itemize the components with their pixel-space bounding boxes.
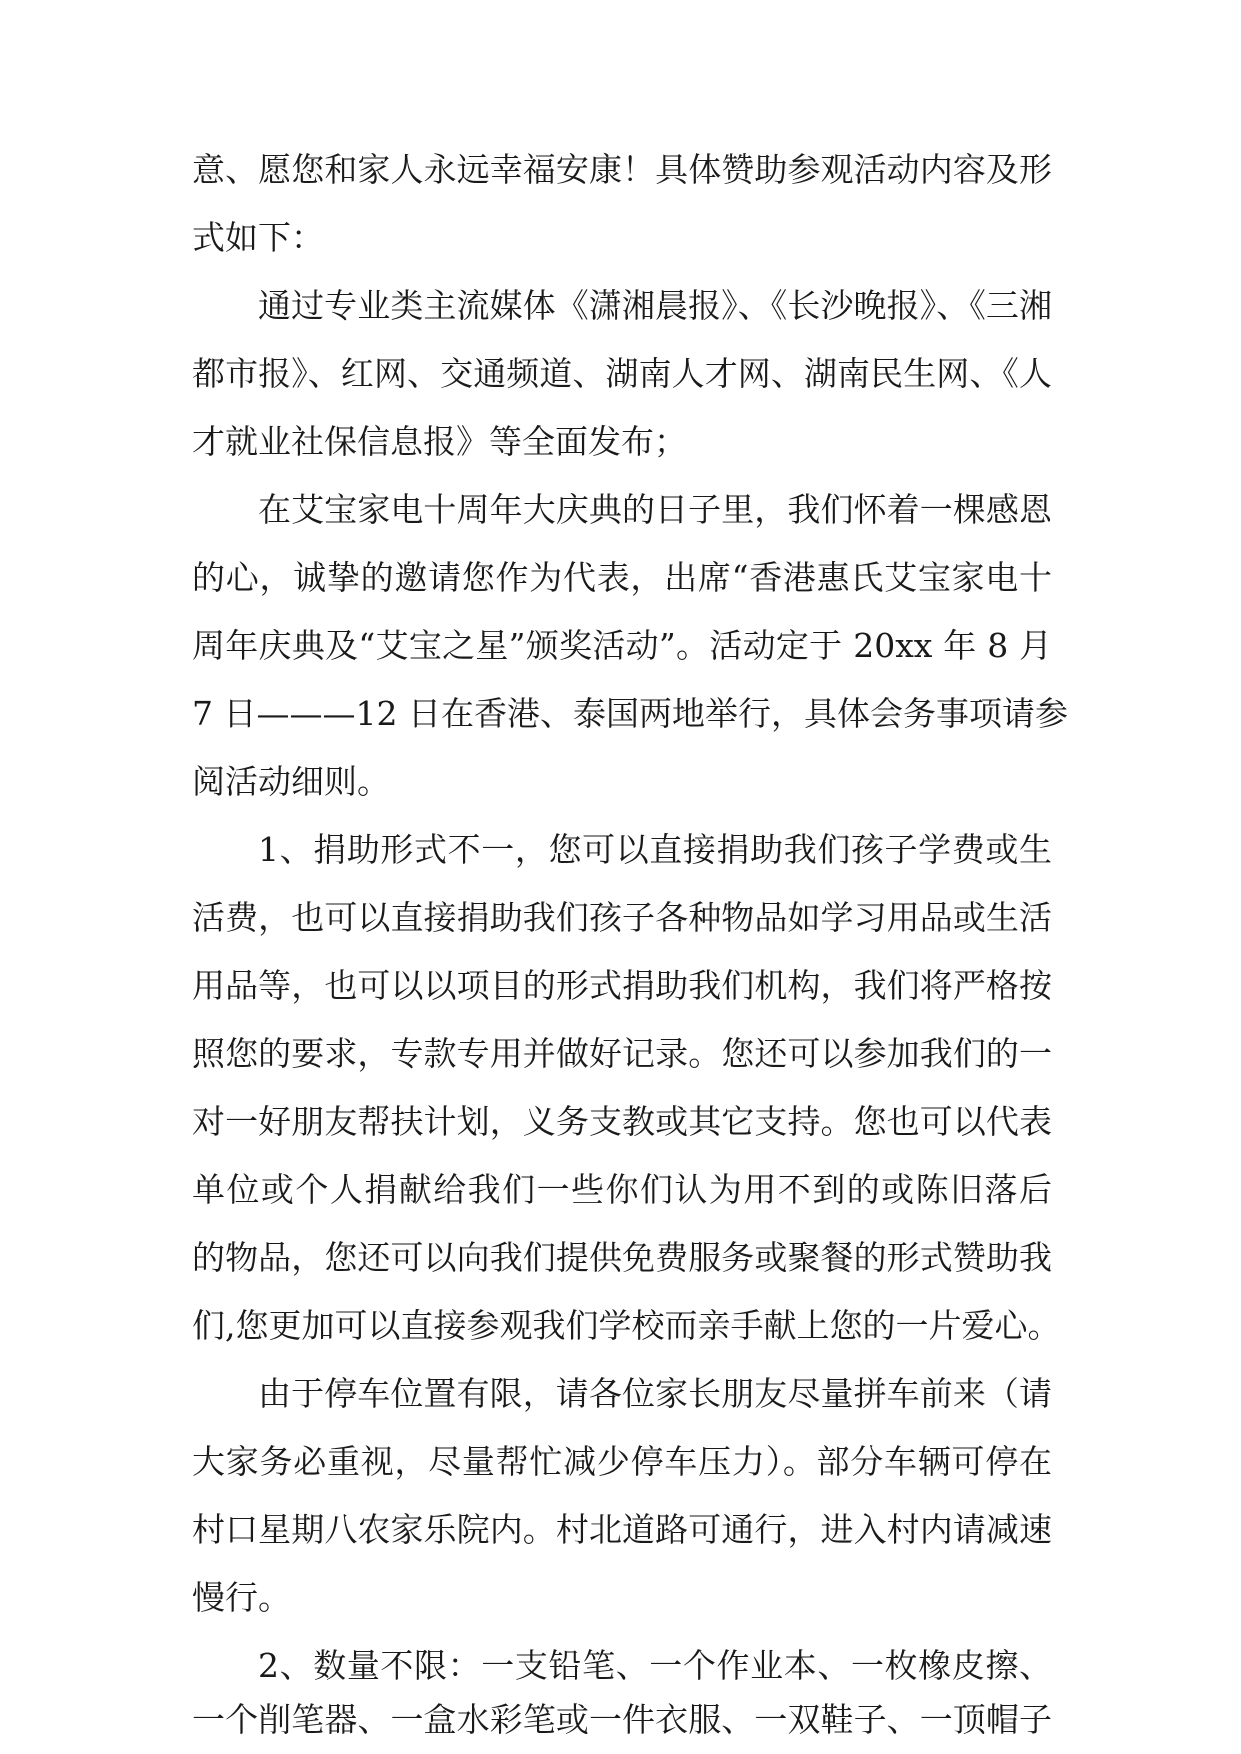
text-line: 才就业社保信息报》等全面发布； (192, 422, 687, 461)
text-line: 用品等，也可以以项目的形式捐助我们机构，我们将严格按 (192, 966, 1052, 1005)
text-line: 一个削笔器、一盒水彩笔或一件衣服、一双鞋子、一顶帽子 (192, 1700, 1052, 1739)
text-line: 在艾宝家电十周年大庆典的日子里，我们怀着一棵感恩 (258, 490, 1052, 529)
text-line: 周年庆典及“艾宝之星”颁奖活动”。活动定于 20xx 年 8 月 (192, 626, 1052, 665)
text-line: 们,您更加可以直接参观我们学校而亲手献上您的一片爱心。 (192, 1306, 1061, 1345)
text-line: 对一好朋友帮扶计划，义务支教或其它支持。您也可以代表 (192, 1102, 1052, 1141)
text-line: 阅活动细则。 (192, 762, 390, 801)
text-line: 慢行。 (192, 1578, 291, 1617)
text-line: 单位或个人捐献给我们一些你们认为用不到的或陈旧落后 (192, 1170, 1052, 1209)
text-line: 大家务必重视，尽量帮忙减少停车压力）。部分车辆可停在 (192, 1442, 1052, 1481)
text-line: 式如下： (192, 218, 324, 257)
text-line: 村口星期八农家乐院内。村北道路可通行，进入村内请减速 (192, 1510, 1052, 1549)
text-line: 意、愿您和家人永远幸福安康！具体赞助参观活动内容及形 (192, 150, 1052, 189)
text-line: 2、数量不限：一支铅笔、一个作业本、一枚橡皮擦、 (258, 1646, 1052, 1685)
text-line: 由于停车位置有限，请各位家长朋友尽量拼车前来（请 (258, 1374, 1052, 1413)
text-line: 7 日———12 日在香港、泰国两地举行，具体会务事项请参 (192, 694, 1068, 733)
text-line: 的物品，您还可以向我们提供免费服务或聚餐的形式赞助我 (192, 1238, 1052, 1277)
text-line: 通过专业类主流媒体《潇湘晨报》、《长沙晚报》、《三湘 (258, 286, 1052, 325)
text-line: 1、捐助形式不一，您可以直接捐助我们孩子学费或生 (258, 830, 1052, 869)
text-line: 都市报》、红网、交通频道、湖南人才网、湖南民生网、《人 (192, 354, 1052, 393)
text-line: 照您的要求，专款专用并做好记录。您还可以参加我们的一 (192, 1034, 1052, 1073)
text-line: 的心，诚挚的邀请您作为代表，出席“香港惠氏艾宝家电十 (192, 558, 1052, 597)
text-line: 活费，也可以直接捐助我们孩子各种物品如学习用品或生活 (192, 898, 1052, 937)
